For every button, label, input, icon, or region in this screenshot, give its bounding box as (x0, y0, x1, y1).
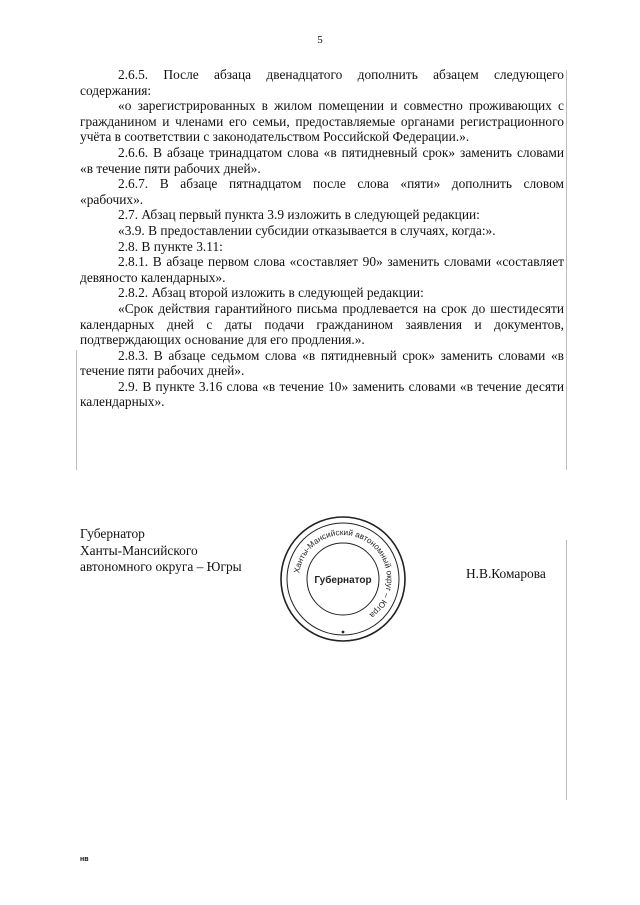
scan-edge-right-lower (566, 540, 567, 800)
scan-edge-left (76, 350, 77, 470)
signer-name: Н.В.Комарова (466, 566, 546, 581)
document-body (80, 67, 564, 410)
paragraph-2-6-5: 2.6.5. После абзаца двенадцатого дополнить абзацем следующего содержания: (80, 67, 564, 98)
page-number: 5 (317, 34, 323, 46)
paragraph-quote-3-9: «3.9. В предоставлении субсидии отказывается в случаях, когда:». (118, 222, 496, 238)
paragraph-2-8-1: 2.8.1. В абзаце первом слова «составляет 90» заменить словами «составляет девяносто календарных». (80, 254, 564, 285)
paragraph-quote-registered: «о зарегистрированных в жилом помещении и совместно проживающих с гражданином и членами его семьи, предоставляемые органами регистрационного учёта в соответствии с законодательством Российской Федерации.». (80, 98, 564, 145)
paragraph-2-8-2: 2.8.2. Абзац второй изложить в следующей редакции: (118, 285, 424, 301)
seal-dot (342, 631, 345, 634)
signatory-title-line-2: Ханты-Мансийского (80, 542, 198, 558)
signatory-title-line-1: Губернатор (80, 526, 145, 541)
paragraph-2-7: 2.7. Абзац первый пункта 3.9 изложить в следующей редакции: (118, 207, 480, 223)
paragraph-2-6-7: 2.6.7. В абзаце пятнадцатом после слова «пяти» дополнить словом «рабочих». (80, 176, 564, 207)
paragraph-2-8: 2.8. В пункте 3.11: (118, 238, 223, 254)
official-seal (278, 514, 408, 644)
signatory-title (80, 526, 242, 576)
seal-ring-text: Ханты-Мансийский автономный округ – Югра (292, 527, 395, 620)
scan-edge-right (566, 70, 567, 470)
paragraph-2-6-6: 2.6.6. В абзаце тринадцатом слова «в пятидневный срок» заменить словами «в течение пяти рабочих дней». (80, 144, 564, 176)
signatory-title-line-3: автономного округа – Югры (80, 559, 242, 574)
paragraph-2-9: 2.9. В пункте 3.16 слова «в течение 10» заменить словами «в течение десяти календарных». (80, 378, 564, 410)
footer-mark: нв (80, 856, 89, 863)
seal-center-text: Губернатор (314, 575, 372, 586)
paragraph-quote-guarantee-letter: «Срок действия гарантийного письма продлевается на срок до шестидесяти календарных дней с даты подачи гражданином заявления и документов, подтверждающих основание для его продления.». (80, 300, 564, 348)
paragraph-2-8-3: 2.8.3. В абзаце седьмом слова «в пятидневный срок» заменить словами «в течение пяти рабочих дней». (80, 347, 564, 379)
